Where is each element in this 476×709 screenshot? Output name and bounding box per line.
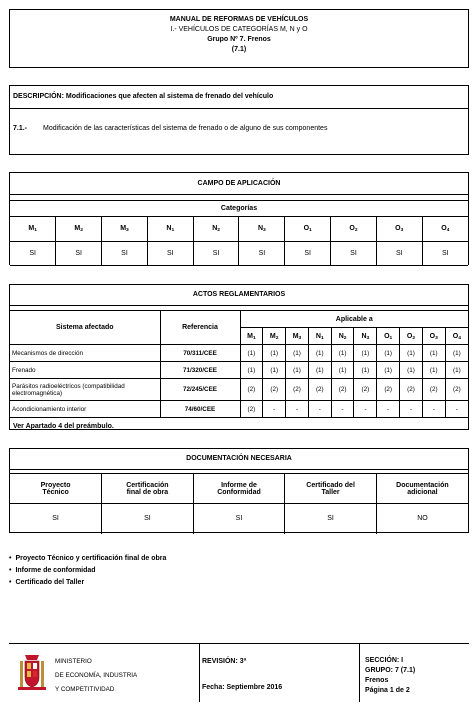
system-cell: Mecanismos de dirección: [10, 345, 160, 362]
applicable-cell: -: [331, 401, 354, 418]
applicable-cell: (1): [240, 362, 263, 379]
coat-of-arms-icon: [17, 651, 47, 695]
category-letter: N: [361, 332, 367, 340]
reference-cell: 72/245/CEE: [160, 379, 240, 401]
system-cell: Parásitos radioeléctricos (compatibilidad electromagnética): [10, 379, 160, 401]
category-letter: M: [120, 225, 127, 232]
documentacion-title: DOCUMENTACIÓN NECESARIA: [10, 449, 468, 470]
doc-header-line-1: Certificación: [126, 481, 169, 489]
category-subscript: 2: [343, 335, 347, 341]
bullet-text: Informe de conformidad: [15, 567, 96, 574]
category-subscript: 3: [263, 228, 266, 233]
item-number: 7.1.-: [13, 125, 28, 132]
bullet-icon: •: [9, 567, 12, 574]
category-header-n2: [193, 216, 239, 241]
applicable-cell: (1): [286, 345, 309, 362]
categories-title: Categorías: [10, 200, 468, 216]
reference-cell: 70/311/CEE: [160, 345, 240, 362]
applicable-cell: -: [377, 401, 400, 418]
category-subscript: 3: [298, 335, 302, 341]
category-subscript: 4: [446, 228, 450, 233]
actos-section: [9, 284, 469, 430]
group-label: GRUPO: 7 (7.1): [365, 667, 416, 674]
item-text: Modificación de las características del sistema de frenado o de alguno de sus componentes: [43, 125, 328, 132]
actos-row: [10, 345, 468, 362]
col-applicable-header: Aplicable a: [240, 311, 468, 328]
doc-value-cell: SI: [193, 504, 285, 534]
campo-title: CAMPO DE APLICACIÓN: [10, 173, 468, 194]
actos-category-o4: [445, 328, 468, 345]
group-code: (7.1): [231, 46, 247, 53]
applicable-cell: (1): [286, 362, 309, 379]
category-value: SI: [102, 241, 148, 265]
applicable-cell: (2): [240, 379, 263, 401]
category-header-m2: [56, 216, 102, 241]
bullet-item: [9, 565, 449, 577]
category-letter: M: [74, 225, 81, 232]
section-label: SECCIÓN: I: [365, 657, 404, 664]
category-subscript: 2: [275, 335, 279, 341]
category-letter: N: [166, 225, 172, 232]
category-letter: O: [452, 332, 459, 340]
category-subscript: 3: [366, 335, 370, 341]
revision-date: Fecha: Septiembre 2016: [202, 684, 283, 691]
applicable-cell: -: [445, 401, 468, 418]
actos-footer-note: Ver Apartado 4 del preámbulo.: [10, 418, 468, 436]
category-value: SI: [422, 241, 468, 265]
categories-table: [10, 173, 468, 266]
applicable-cell: (2): [240, 401, 263, 418]
category-value: SI: [56, 241, 102, 265]
col-system-header: Sistema afectado: [10, 311, 160, 345]
category-letter: O: [303, 225, 310, 232]
applicable-cell: (1): [331, 362, 354, 379]
doc-header-cell: [193, 474, 285, 504]
category-subscript: 3: [435, 335, 438, 341]
applicable-cell: -: [354, 401, 377, 418]
group-title: Grupo Nº 7. Frenos: [207, 36, 271, 43]
doc-header-line-1: Proyecto: [40, 481, 71, 489]
bullet-list: [9, 553, 449, 589]
doc-value-cell: SI: [102, 504, 194, 534]
bullet-item: [9, 577, 449, 589]
actos-title: ACTOS REGLAMENTARIOS: [10, 285, 468, 306]
category-header-n3: [239, 216, 285, 241]
doc-header-cell: [285, 474, 377, 504]
category-letter: O: [429, 332, 436, 340]
doc-value-cell: NO: [376, 504, 468, 534]
documentacion-section: [9, 448, 469, 533]
doc-header-cell: [102, 474, 194, 504]
reference-cell: 71/320/CEE: [160, 362, 240, 379]
category-header-n1: [147, 216, 193, 241]
group-name: Frenos: [365, 677, 389, 684]
actos-row: [10, 379, 468, 401]
actos-category-m1: [240, 328, 263, 345]
system-cell: Acondicionamiento interior: [10, 401, 160, 418]
document-header: [9, 9, 469, 68]
category-subscript: 3: [126, 228, 129, 233]
doc-header-line-1: Informe de: [221, 481, 257, 489]
description-item: [10, 109, 468, 132]
doc-header-cell: [10, 474, 102, 504]
category-letter: O: [349, 225, 355, 232]
category-letter: N: [257, 225, 264, 232]
applicable-cell: (1): [400, 362, 423, 379]
applicable-cell: -: [422, 401, 445, 418]
doc-value-cell: SI: [285, 504, 377, 534]
applicable-cell: (1): [445, 362, 468, 379]
col-reference-header: Referencia: [160, 311, 240, 345]
category-header-o4: [422, 216, 468, 241]
applicable-cell: (1): [240, 345, 263, 362]
applicable-cell: (2): [331, 379, 354, 401]
category-header-o3: [376, 216, 422, 241]
applicable-cell: -: [286, 401, 309, 418]
applicable-cell: (1): [308, 362, 331, 379]
doc-header-line-2: Técnico: [42, 488, 69, 496]
ministry-line-3: Y COMPETITIVIDAD: [55, 686, 115, 693]
category-subscript: 3: [400, 228, 404, 233]
category-value: SI: [239, 241, 285, 265]
category-letter: O: [406, 332, 413, 340]
campo-section: [9, 172, 469, 265]
bullet-item: [9, 553, 449, 565]
actos-category-o3: [422, 328, 445, 345]
doc-header-line-2: Taller: [321, 488, 340, 496]
category-subscript: 2: [217, 228, 220, 233]
category-letter: O: [441, 225, 447, 232]
system-cell: Frenado: [10, 362, 160, 379]
applicable-cell: (2): [263, 379, 286, 401]
category-subscript: 1: [171, 228, 175, 233]
category-letter: M: [247, 332, 253, 340]
doc-header-cell: [376, 474, 468, 504]
reference-cell: 74/60/CEE: [160, 401, 240, 418]
manual-subtitle: I.- VEHÍCULOS DE CATEGORÍAS M, N y O: [170, 26, 308, 33]
applicable-cell: -: [263, 401, 286, 418]
revision-block: [199, 644, 360, 702]
category-value: SI: [147, 241, 193, 265]
applicable-cell: (1): [400, 345, 423, 362]
documentacion-table: [10, 473, 468, 534]
category-subscript: 2: [354, 228, 358, 233]
applicable-cell: (1): [422, 345, 445, 362]
description-section: [9, 85, 469, 155]
applicable-cell: (2): [308, 379, 331, 401]
category-letter: N: [315, 332, 321, 340]
applicable-cell: (1): [422, 362, 445, 379]
category-letter: O: [384, 332, 390, 340]
ministry-line-1: MINISTERIO: [55, 658, 92, 665]
revision-label: REVISIÓN: 3ª: [202, 658, 247, 665]
applicable-cell: (1): [377, 362, 400, 379]
actos-category-n1: [308, 328, 331, 345]
actos-category-o2: [400, 328, 423, 345]
applicable-cell: (2): [286, 379, 309, 401]
applicable-cell: -: [308, 401, 331, 418]
category-value: SI: [285, 241, 331, 265]
section-block: [361, 644, 469, 702]
category-subscript: 1: [389, 335, 393, 341]
actos-category-m2: [263, 328, 286, 345]
actos-row: [10, 401, 468, 418]
category-header-m3: [102, 216, 148, 241]
manual-title: MANUAL DE REFORMAS DE VEHÍCULOS: [169, 16, 309, 23]
applicable-cell: (2): [400, 379, 423, 401]
doc-header-line-2: Conformidad: [217, 488, 261, 496]
category-value: SI: [331, 241, 377, 265]
category-value: SI: [376, 241, 422, 265]
description-label: DESCRIPCIÓN: Modificaciones que afecten al sistema de frenado del vehículo: [10, 86, 468, 109]
ministry-line-2: DE ECONOMÍA, INDUSTRIA: [55, 672, 138, 679]
doc-value-cell: SI: [10, 504, 102, 534]
category-letter: M: [269, 332, 276, 340]
doc-header-line-2: adicional: [407, 488, 438, 496]
applicable-cell: (1): [331, 345, 354, 362]
actos-category-n3: [354, 328, 377, 345]
category-header-o2: [331, 216, 377, 241]
category-header-o1: [285, 216, 331, 241]
page-footer: [9, 643, 469, 702]
bullet-icon: •: [9, 555, 12, 562]
category-header-m1: [10, 216, 56, 241]
bullet-text: Certificado del Taller: [15, 579, 85, 586]
doc-header-line-2: final de obra: [126, 488, 169, 496]
category-letter: M: [292, 332, 299, 340]
category-subscript: 2: [80, 228, 83, 233]
category-letter: O: [395, 225, 401, 232]
applicable-cell: (2): [422, 379, 445, 401]
applicable-cell: (2): [377, 379, 400, 401]
bullet-icon: •: [9, 579, 12, 586]
actos-category-m3: [286, 328, 309, 345]
category-value: SI: [193, 241, 239, 265]
actos-category-n2: [331, 328, 354, 345]
category-subscript: 1: [320, 335, 324, 341]
category-subscript: 1: [309, 228, 312, 233]
applicable-cell: (1): [354, 345, 377, 362]
doc-header-line-1: Documentación: [396, 481, 449, 489]
applicable-cell: (2): [354, 379, 377, 401]
category-letter: M: [28, 225, 35, 232]
doc-header-line-1: Certificado del: [306, 481, 355, 489]
category-subscript: 2: [412, 335, 416, 341]
category-subscript: 1: [252, 335, 256, 341]
category-value: SI: [10, 241, 56, 265]
applicable-cell: (1): [377, 345, 400, 362]
applicable-cell: (1): [445, 345, 468, 362]
actos-table: [10, 310, 468, 436]
actos-category-o1: [377, 328, 400, 345]
applicable-cell: (2): [445, 379, 468, 401]
applicable-cell: (1): [263, 345, 286, 362]
category-letter: N: [212, 225, 218, 232]
applicable-cell: (1): [308, 345, 331, 362]
applicable-cell: -: [400, 401, 423, 418]
bullet-text: Proyecto Técnico y certificación final de obra: [15, 555, 167, 562]
ministry-block: [9, 644, 200, 702]
page-number: Página 1 de 2: [365, 687, 410, 694]
category-subscript: 1: [34, 228, 37, 233]
actos-row: [10, 362, 468, 379]
applicable-cell: (1): [354, 362, 377, 379]
category-letter: N: [338, 332, 344, 340]
category-subscript: 4: [458, 335, 461, 341]
applicable-cell: (1): [263, 362, 286, 379]
